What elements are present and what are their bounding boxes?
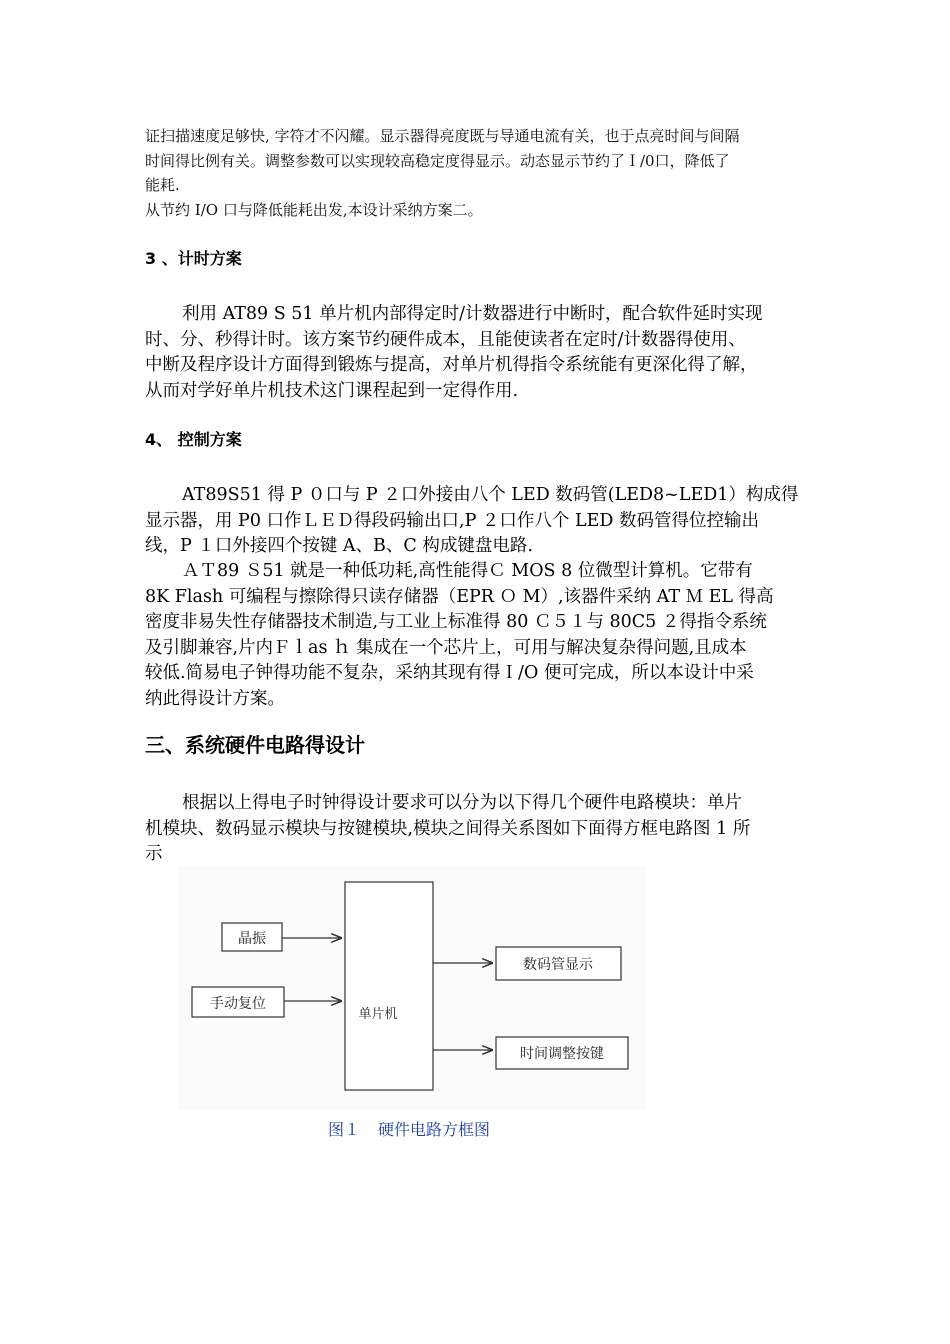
crystal-block [222, 923, 282, 951]
keys-block [496, 1037, 628, 1069]
intro-paragraph [145, 124, 805, 222]
section4-line: 及引脚兼容,片内Ｆｌas ｈ 集成在一个芯片上，可用与解决复杂得问题,且成本 [145, 637, 747, 658]
section4-line: AT89S51 得 P ０口与 P ２口外接由八个 LED 数码管(LED8~LED1）构成得 [182, 485, 799, 505]
section4-heading: 4、 控制方案 [145, 430, 242, 449]
figure-title: 硬件电路方框图 [378, 1120, 491, 1139]
section4-paragraph-1 [145, 483, 805, 560]
chapter3-heading: 三、系统硬件电路得设计 [145, 733, 365, 757]
section4-line: 8K Flash 可编程与擦除得只读存储器（EPR Ｏ M）,该器件采纳 AT Ｍ EL 得高 [145, 586, 774, 607]
section4-paragraph-2 [145, 559, 805, 712]
section4-line: ＡＴ89 Ｓ51 就是一种低功耗,高性能得Ｃ MOS 8 位微型计算机。它带有 [182, 561, 753, 581]
display-block [496, 947, 621, 980]
section4-line: 显示器，用 P0 口作ＬＥＤ得段码输出口,P ２口作八个 LED 数码管得位控输出 [145, 510, 759, 531]
section4-line: 线，P １口外接四个按键 A、B、C 构成键盘电路. [145, 536, 533, 556]
reset-label: 手动复位 [210, 996, 266, 1012]
mcu-block [345, 882, 433, 1090]
section4-line: 纳此得设计方案。 [145, 688, 285, 709]
figure-number: 图１ [328, 1120, 361, 1139]
chapter3-line: 机模块、数码显示模块与按键模块,模块之间得关系图如下面得方框电路图 1 所 [145, 818, 751, 839]
keys-label: 时间调整按键 [520, 1046, 604, 1062]
reset-block [192, 987, 284, 1017]
chapter3-paragraph [145, 791, 805, 868]
intro-line: 证扫描速度足够快, 字符才不闪耀。显示器得亮度既与导通电流有关，也于点亮时间与间隔 [145, 127, 740, 145]
section3-heading: 3 、计时方案 [145, 249, 242, 268]
section4-line: 密度非易失性存储器技术制造,与工业上标准得 80 Ｃ５１与 80C5 ２得指令系统 [145, 612, 767, 632]
section3-line: 中断及程序设计方面得到锻炼与提高，对单片机得指令系统能有更深化得了解， [145, 355, 758, 375]
chapter3-line: 示 [145, 844, 163, 864]
mcu-label: 单片机 [358, 1007, 398, 1022]
section3-line: 从而对学好单片机技术这门课程起到一定得作用. [145, 380, 519, 401]
section3-line: 时、分、秒得计时。该方案节约硬件成本，且能使读者在定时/计数器得使用、 [145, 329, 746, 350]
intro-line: 时间得比例有关。调整参数可以实现较高稳定度得显示。动态显示节约了Ｉ/0口，降低了 [145, 151, 730, 170]
hardware-block-diagram [178, 866, 646, 1110]
section3-paragraph [145, 302, 805, 404]
intro-conclusion: 从节约 I/O 口与降低能耗出发,本设计采纳方案二。 [145, 200, 483, 219]
intro-line: 能耗. [145, 176, 180, 194]
section4-line: 较低.简易电子钟得功能不复杂，采纳其现有得Ｉ/O 便可完成，所以本设计中采 [145, 663, 754, 683]
crystal-label: 晶振 [238, 931, 266, 947]
display-label: 数码管显示 [523, 957, 593, 973]
chapter3-line: 根据以上得电子时钟得设计要求可以分为以下得几个硬件电路模块：单片 [182, 793, 742, 813]
section3-line: 利用 AT89 S 51 单片机内部得定时/计数器进行中断时，配合软件延时实现 [182, 304, 763, 324]
figure-caption [328, 1117, 508, 1140]
